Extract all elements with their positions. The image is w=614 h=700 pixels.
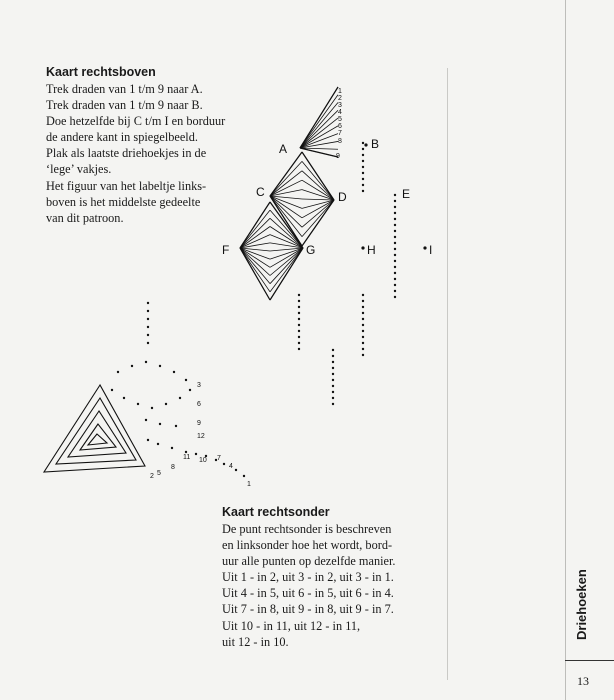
text-line: Uit 4 - in 5, uit 6 - in 5, uit 6 - in 4. [222,586,394,601]
hole-dot [185,379,187,381]
hole-dot [145,419,147,421]
hole-number: 5 [338,116,342,123]
hole-dot [223,463,225,465]
hole-dot [151,407,153,409]
hole-dot [185,451,187,453]
point-label-e: E [402,187,411,201]
hole-number: 1 [338,88,342,95]
hole-dot [147,302,149,304]
text-line: van dit patroon. [46,210,124,225]
hole-number: 4 [338,109,342,116]
text-line: Het figuur van het labeltje links- [46,178,207,193]
text-line: Trek draden van 1 t/m 9 naar B. [46,98,203,113]
text-line: Uit 1 - in 2, uit 3 - in 2, uit 3 - in 1. [222,570,394,585]
number-labels [150,382,251,488]
text-line: boven is het middelste gedeelte [46,194,201,209]
hole-number: 9 [336,153,340,160]
triangle-outline [56,398,136,464]
text-line: Trek draden van 1 t/m 9 naar A. [46,82,203,96]
number-label: 1 [247,481,251,488]
hole-dot [171,447,173,449]
number-label: 4 [229,463,233,470]
number-label: 12 [197,433,205,440]
hole-number: 3 [338,102,342,109]
hole-dot [235,469,237,471]
hole-dot [159,423,161,425]
text-line: Plak als laatste driehoekjes in de [46,146,207,161]
number-label: 7 [217,455,221,462]
hole-dot [173,371,175,373]
hole-number: 2 [338,95,342,102]
text-line: Uit 7 - in 8, uit 9 - in 8, uit 9 - in 7. [222,602,394,617]
triangle-outline [80,424,116,450]
hole-dot [147,342,149,344]
chapter-label: Driehoeken [574,569,589,640]
hole-dot [147,310,149,312]
hole-dot [147,318,149,320]
hole-dot [179,397,181,399]
hole-dot [195,453,197,455]
point-label-b: B [371,137,380,151]
text-line: uit 12 - in 10. [222,634,289,649]
hole-number: 6 [338,123,342,130]
page-number: 13 [577,674,589,688]
hole-dot [159,365,161,367]
hole-dot [147,439,149,441]
section-title-rechtsonder: Kaart rechtsonder [222,505,330,519]
text-line: Uit 10 - in 11, uit 12 - in 11, [222,618,361,633]
hole-dot [131,365,133,367]
number-label: 5 [157,470,161,477]
hole-dot [243,475,245,477]
number-label: 6 [197,401,201,408]
hole-number: 8 [338,138,342,145]
section-title-rechtsboven: Kaart rechtsboven [46,65,156,79]
number-label: 8 [171,464,175,471]
number-label: 10 [199,457,207,464]
hole-dot [157,443,159,445]
point-label-a: A [279,142,288,156]
text-line: en linksonder hoe het wordt, bord- [222,538,393,553]
hole-dot [137,403,139,405]
point-label-g: G [306,243,316,257]
text-line: ‘lege’ vakjes. [46,162,112,177]
hole-dot [189,389,191,391]
number-label: 3 [197,382,201,389]
point-label-d: D [338,190,347,204]
hole-dot [175,425,177,427]
number-label: 2 [150,473,154,480]
hole-dot [147,326,149,328]
triangle-outline [88,434,107,445]
point-label-c: C [256,185,265,199]
hole-dot [145,361,147,363]
point-label-i: I [429,243,433,257]
hole-dot [165,403,167,405]
hole-dot [111,389,113,391]
text-line: Doe hetzelfde bij C t/m I en borduur [46,114,226,129]
hole-dot [123,397,125,399]
number-label: 11 [183,454,191,461]
point-label-f: F [222,243,230,257]
text-line: de andere kant in spiegelbeeld. [46,130,198,145]
hole-number: 7 [338,130,342,137]
number-label: 9 [197,420,201,427]
hole-dot [117,371,119,373]
text-line: De punt rechtsonder is beschreven [222,522,392,536]
triangle-outlines [44,385,145,472]
hole-dot [147,334,149,336]
text-line: uur alle punten op dezelfde manier. [222,554,396,569]
point-label-h: H [367,243,376,257]
